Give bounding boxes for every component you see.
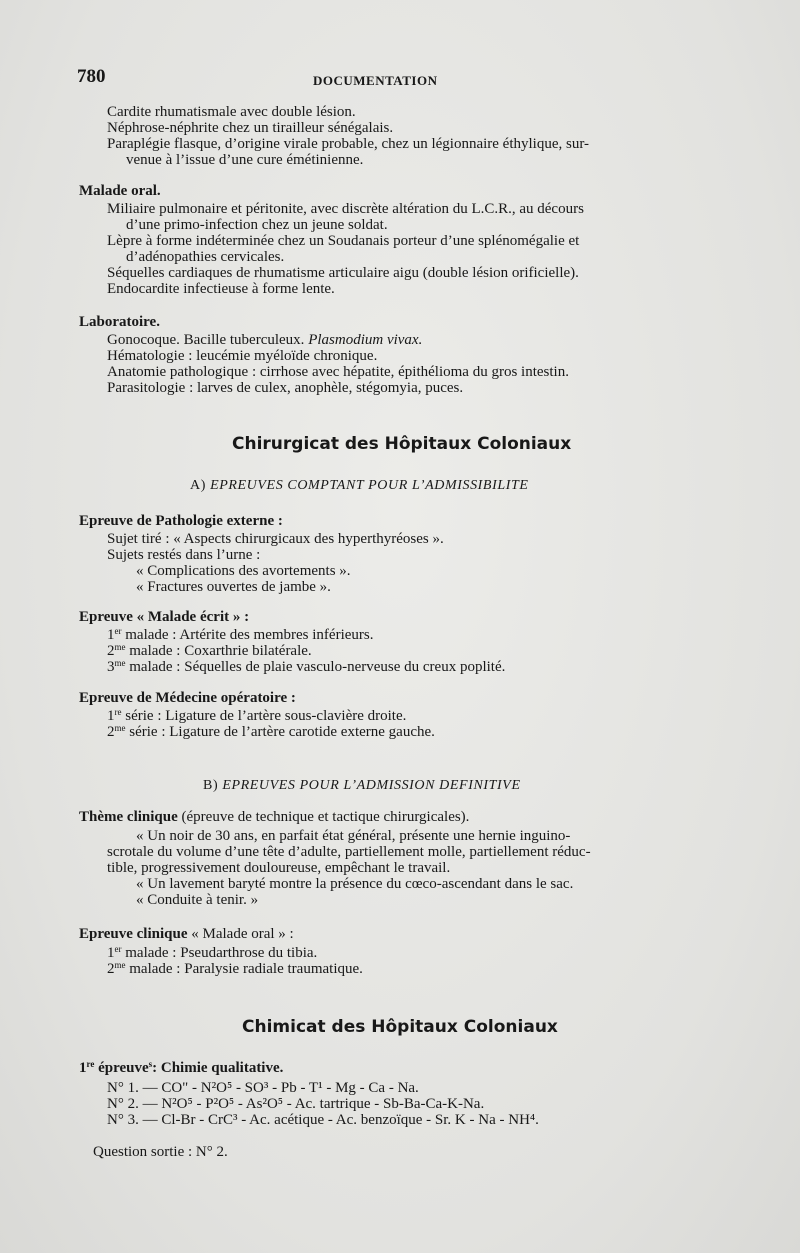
epreuve-heading: Epreuve « Malade écrit » :: [79, 609, 250, 625]
text-line: Sujet tiré : « Aspects chirurgicaux des hyperthyréoses ».: [107, 531, 444, 547]
text-line: Hématologie : leucémie myéloïde chronique.: [107, 348, 378, 364]
text-line: d’adénopathies cervicales.: [126, 249, 285, 265]
subsection-title: B) EPREUVES POUR L’ADMISSION DEFINITIVE: [203, 778, 521, 793]
epreuve-heading: 1re épreuve$^s$: Chimie qualitative.: [79, 1059, 284, 1076]
list-item: $2^{me}$ malade : Coxarthrie bilatérale.: [107, 642, 312, 659]
text-line: d’une primo-infection chez un jeune soldat.: [126, 217, 388, 233]
subsection-title: A) EPREUVES COMPTANT POUR L’ADMISSIBILITE: [190, 478, 529, 493]
section-title: Chimicat des Hôpitaux Coloniaux: [242, 1017, 558, 1037]
text-line: Séquelles cardiaques de rhumatisme articulaire aigu (double lésion orificielle).: [107, 265, 579, 281]
section-title: Chirurgicat des Hôpitaux Coloniaux: [232, 434, 572, 454]
list-item: 1er malade : Pseudarthrose du tibia.: [107, 944, 318, 961]
running-title: DOCUMENTATION: [313, 73, 438, 88]
text-line: Néphrose-néphrite chez un tirailleur sénégalais.: [107, 120, 394, 136]
epreuve-heading: Epreuve de Médecine opératoire :: [79, 690, 296, 706]
text-line: venue à l’issue d’une cure émétinienne.: [126, 152, 364, 168]
text-line: Gonocoque. Bacille tuberculeux. Plasmodium vivax.: [107, 332, 423, 348]
text-line: Parasitologie : larves de culex, anophèle, stégomyia, puces.: [107, 380, 464, 396]
text-line: « Un lavement baryté montre la présence du cœco-ascendant dans le sac.: [136, 876, 574, 892]
text-line: Endocardite infectieuse à forme lente.: [107, 281, 335, 297]
list-item: 1re série : Ligature de l’artère sous-clavière droite.: [107, 707, 407, 724]
list-item: N° 2. — N²O⁵ - P²O⁵ - As²O⁵ - Ac. tartrique - Sb-Ba-Ca-K-Na.: [107, 1096, 485, 1112]
list-item: N° 1. — CO" - N²O⁵ - SO³ - Pb - T¹ - Mg - Ca - Na.: [107, 1080, 419, 1096]
text-line: tible, progressivement douloureuse, empêchant le travail.: [107, 860, 451, 876]
list-item: $2^{me}$ série : Ligature de l’artère carotide externe gauche.: [107, 723, 435, 740]
text-line: Sujets restés dans l’urne :: [107, 547, 261, 563]
question-line: Question sortie : N° 2.: [93, 1144, 228, 1160]
list-item: N° 3. — Cl-Br - CrC³ - Ac. acétique - Ac. benzoïque - Sr. K - Na - NH⁴.: [107, 1112, 539, 1128]
text-line: « Complications des avortements ».: [136, 563, 351, 579]
text-line: Paraplégie flasque, d’origine virale probable, chez un légionnaire éthylique, sur-: [107, 136, 590, 152]
text-line: Lèpre à forme indéterminée chez un Soudanais porteur d’une splénomégalie et: [107, 233, 580, 249]
section-heading: Laboratoire.: [79, 314, 160, 330]
list-item: 1er malade : Artérite des membres inférieurs.: [107, 626, 374, 643]
section-heading: Malade oral.: [79, 183, 161, 199]
text-line: « Un noir de 30 ans, en parfait état général, présente une hernie inguino-: [136, 828, 571, 844]
text-line: Miliaire pulmonaire et péritonite, avec discrète altération du L.C.R., au décours: [107, 201, 584, 217]
text-line: « Fractures ouvertes de jambe ».: [136, 579, 331, 595]
text-line: « Conduite à tenir. »: [136, 892, 259, 908]
epreuve-heading: Thème clinique (épreuve de technique et tactique chirurgicales).: [79, 809, 470, 825]
list-item: $3^{me}$ malade : Séquelles de plaie vasculo-nerveuse du creux poplité.: [107, 658, 506, 675]
text-line: Cardite rhumatismale avec double lésion.: [107, 104, 356, 120]
page-number: 780: [77, 66, 106, 87]
list-item: $2^{me}$ malade : Paralysie radiale traumatique.: [107, 960, 363, 977]
text-line: scrotale du volume d’une tête d’adulte, partiellement molle, partiellement réduc-: [107, 844, 591, 860]
epreuve-heading: Epreuve de Pathologie externe :: [79, 513, 283, 529]
epreuve-heading: Epreuve clinique « Malade oral » :: [79, 926, 294, 942]
text-line: Anatomie pathologique : cirrhose avec hépatite, épithélioma du gros intestin.: [107, 364, 569, 380]
